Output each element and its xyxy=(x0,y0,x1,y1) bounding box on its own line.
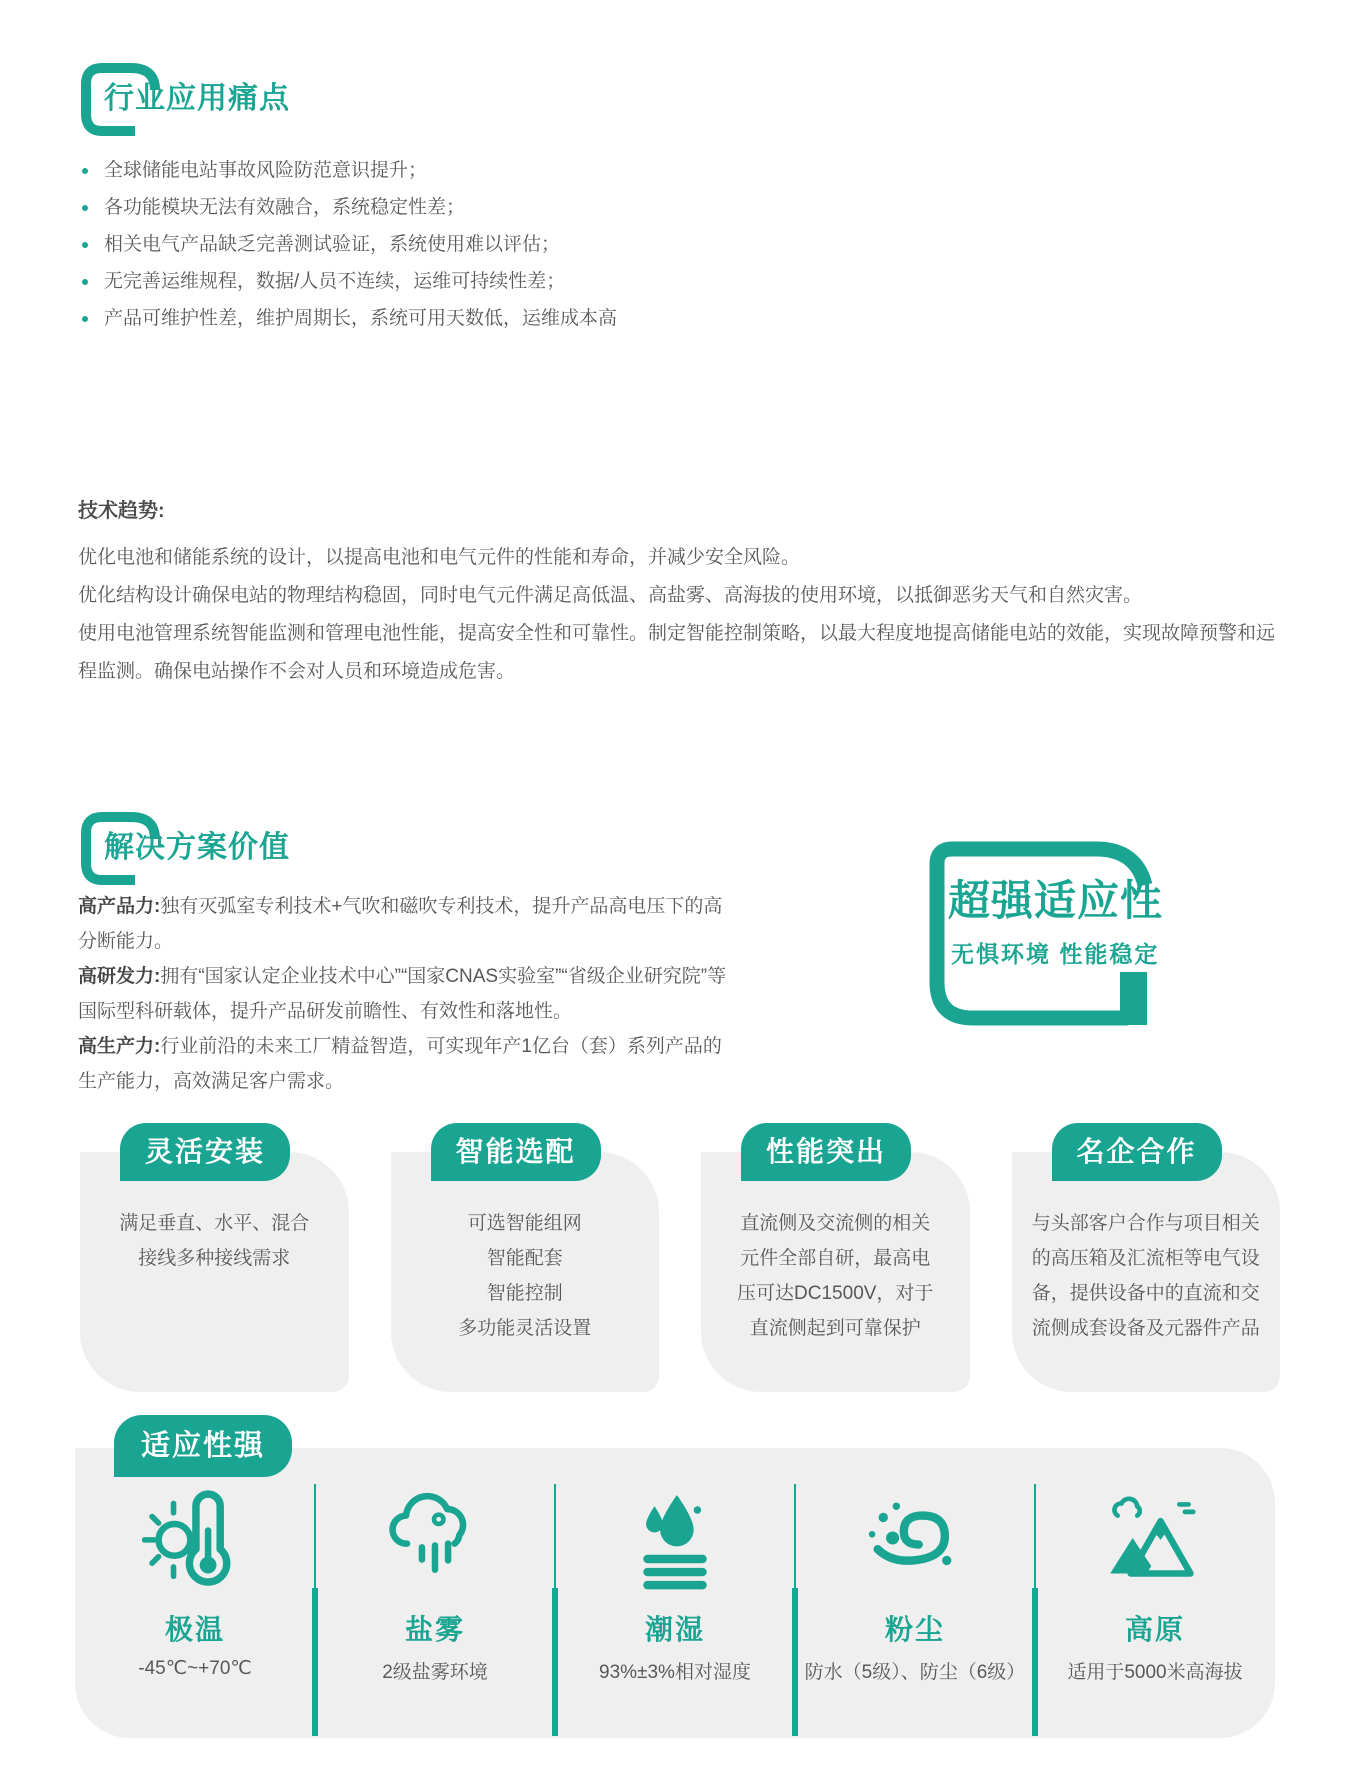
tech-trends-section xyxy=(78,494,1278,691)
value-item xyxy=(78,959,733,1029)
pain-points-title: 行业应用痛点 xyxy=(104,82,290,115)
env-panel-badge: 适应性强 xyxy=(114,1415,292,1477)
adaptability-title: 超强适应性 xyxy=(948,877,1164,924)
pain-point-item: 相关电气产品缺乏完善测试验证，系统使用难以评估； xyxy=(78,234,838,256)
feature-card-line: 备，提供设备中的直流和交 xyxy=(1031,1283,1260,1304)
feature-card-line: 直流侧及交流侧的相关 xyxy=(740,1213,931,1234)
env-item-label: 高原 xyxy=(1124,1614,1185,1645)
value-item-text: 行业前沿的未来工厂精益智造，可实现年产1亿台（套）系列产品的生产能力，高效满足客户需求。 xyxy=(78,1036,722,1092)
env-item-label: 盐雾 xyxy=(404,1614,465,1645)
feature-card-body xyxy=(391,1152,660,1392)
pain-point-item: 全球储能电站事故风险防范意识提升； xyxy=(78,160,838,182)
feature-card-badge: 灵活安装 xyxy=(120,1123,290,1181)
value-item-lead: 高产品力: xyxy=(78,896,161,917)
env-item-dust xyxy=(795,1482,1035,1738)
feature-card-line: 直流侧起到可靠保护 xyxy=(749,1318,921,1339)
tech-trends-paragraph: 使用电池管理系统智能监测和管理电池性能，提高安全性和可靠性。制定智能控制策略，以最大程度地提高储能电站的效能，实现故障预警和远程监测。确保电站操作不会对人员和环境造成危害。 xyxy=(78,623,1276,682)
feature-card-line: 流侧成套设备及元器件产品 xyxy=(1031,1318,1260,1339)
pain-points-header xyxy=(75,57,595,147)
value-item-lead: 高研发力: xyxy=(78,966,161,987)
feature-card-line: 与头部客户合作与项目相关 xyxy=(1031,1213,1260,1234)
quote-frame-icon xyxy=(912,836,1168,1032)
env-item-label: 粉尘 xyxy=(884,1614,945,1645)
feature-card-body xyxy=(80,1152,349,1392)
feature-card-badge: 性能突出 xyxy=(741,1123,911,1181)
feature-card-badge: 智能选配 xyxy=(431,1123,601,1181)
feature-card xyxy=(1012,1123,1281,1392)
feature-card-line: 的高压箱及汇流柜等电气设 xyxy=(1031,1248,1260,1269)
extreme-temperature-icon xyxy=(139,1482,251,1594)
env-item-extreme-temperature xyxy=(75,1482,315,1738)
feature-cards-row xyxy=(80,1123,1280,1392)
env-item-label: 潮湿 xyxy=(644,1614,705,1645)
env-item-desc: 2级盐雾环境 xyxy=(382,1662,488,1683)
plateau-icon xyxy=(1099,1482,1211,1594)
env-item-desc: 防水（5级）、防尘（6级） xyxy=(804,1662,1026,1683)
adaptability-subtitle: 无惧环境 性能稳定 xyxy=(951,941,1160,967)
pain-points-list xyxy=(78,160,838,345)
feature-card xyxy=(80,1123,349,1392)
feature-card-line: 元件全部自研，最高电 xyxy=(740,1248,931,1269)
feature-card-line: 智能控制 xyxy=(486,1283,563,1304)
env-item-salt-fog xyxy=(315,1482,555,1738)
humidity-icon xyxy=(619,1482,731,1594)
feature-card-line: 可选智能组网 xyxy=(467,1213,582,1234)
feature-card-line: 压可达DC1500V，对于 xyxy=(737,1283,934,1304)
feature-card xyxy=(701,1123,970,1392)
pain-point-item: 各功能模块无法有效融合，系统稳定性差； xyxy=(78,197,838,219)
value-item xyxy=(78,1029,733,1099)
feature-card-line: 接线多种接线需求 xyxy=(138,1248,291,1269)
pain-point-item: 无完善运维规程，数据/人员不连续，运维可持续性差； xyxy=(78,271,838,293)
feature-card-body xyxy=(1012,1152,1281,1392)
tech-trends-paragraph: 优化结构设计确保电站的物理结构稳固，同时电气元件满足高低温、高盐雾、高海拔的使用环境，以抵御恶劣天气和自然灾害。 xyxy=(78,585,1143,606)
tech-trends-paragraph: 优化电池和储能系统的设计，以提高电池和电气元件的性能和寿命，并减少安全风险。 xyxy=(78,547,801,568)
feature-card-line: 多功能灵活设置 xyxy=(458,1318,592,1339)
env-item-humidity xyxy=(555,1482,795,1738)
env-item-plateau xyxy=(1035,1482,1275,1738)
env-item-desc: 93%±3%相对湿度 xyxy=(599,1662,751,1683)
solution-value-title: 解决方案价值 xyxy=(104,831,290,864)
tech-trends-heading: 技术趋势: xyxy=(78,500,165,522)
solution-value-header xyxy=(75,806,595,896)
value-item xyxy=(78,889,733,959)
feature-card-body xyxy=(701,1152,970,1392)
env-item-desc: 适用于5000米高海拔 xyxy=(1067,1662,1243,1683)
feature-card-line: 智能配套 xyxy=(486,1248,563,1269)
env-item-label: 极温 xyxy=(164,1614,225,1645)
feature-card xyxy=(391,1123,660,1392)
env-item-desc: -45℃~+70℃ xyxy=(138,1658,252,1679)
solution-value-text xyxy=(78,889,733,1099)
salt-fog-icon xyxy=(379,1482,491,1594)
env-panel xyxy=(75,1448,1275,1738)
adaptability-callout xyxy=(912,836,1212,1046)
pain-point-item: 产品可维护性差，维护周期长，系统可用天数低，运维成本高 xyxy=(78,308,838,330)
feature-card-line: 满足垂直、水平、混合 xyxy=(119,1213,310,1234)
value-item-text: 独有灭弧室专利技术+气吹和磁吹专利技术，提升产品高电压下的高分断能力。 xyxy=(78,896,723,952)
feature-card-badge: 名企合作 xyxy=(1052,1123,1222,1181)
dust-icon xyxy=(859,1482,971,1594)
value-item-text: 拥有“国家认定企业技术中心”“国家CNAS实验室”“省级企业研究院”等国际型科研载体，提升产品研发前瞻性、有效性和落地性。 xyxy=(78,966,727,1022)
value-item-lead: 高生产力: xyxy=(78,1036,161,1057)
